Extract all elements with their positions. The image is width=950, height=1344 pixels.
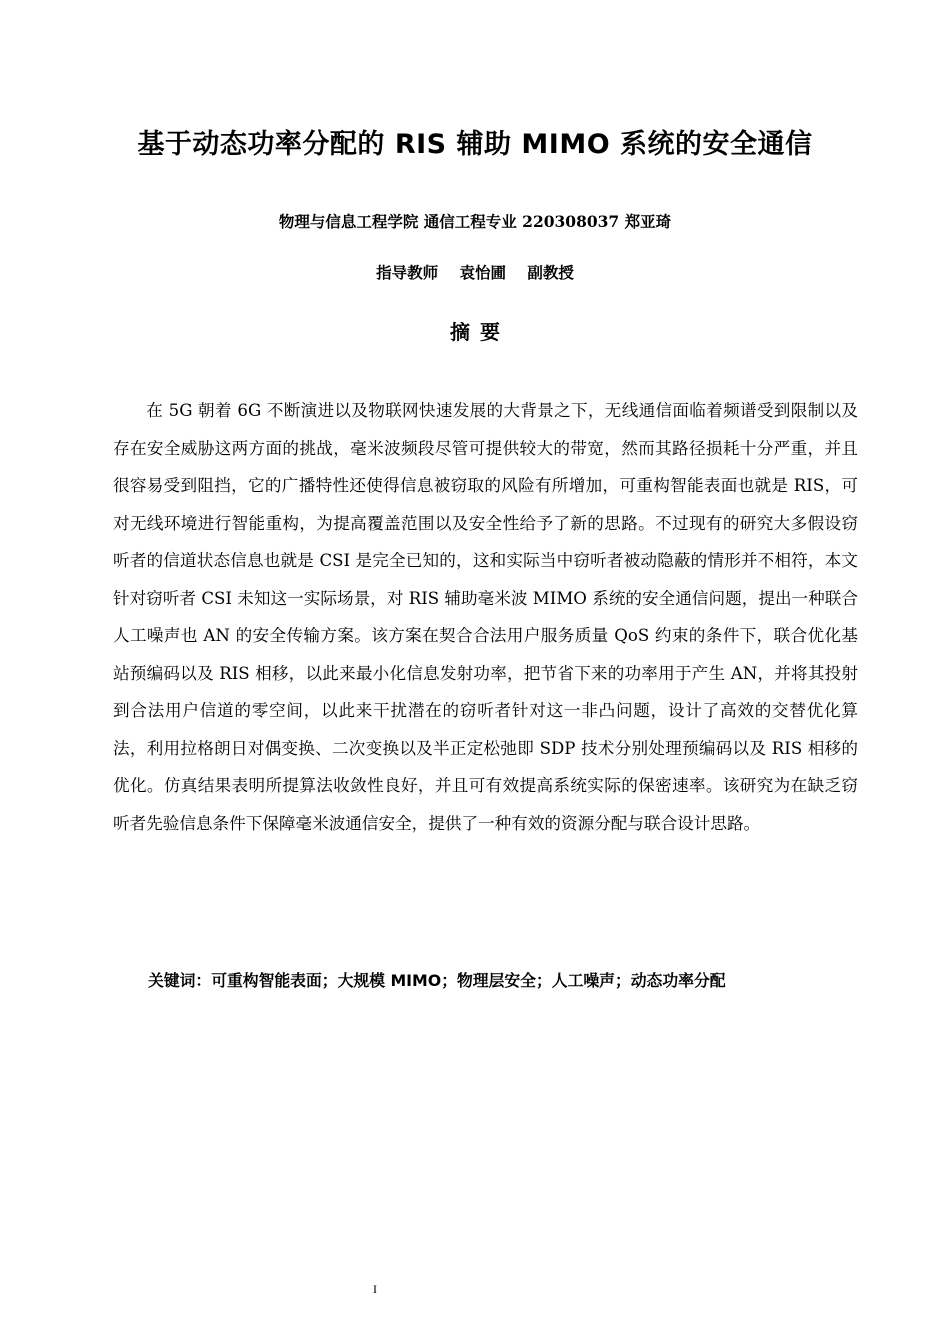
page-number: I	[373, 1282, 377, 1296]
advisor-rank: 副教授	[527, 263, 574, 282]
abstract-body: 在 5G 朝着 6G 不断演进以及物联网快速发展的大背景之下，无线通信面临着频谱受到限制以及存在安全威胁这两方面的挑战，毫米波频段尽管可提供较大的带宽，然而其路径损耗十分严重，并且很容易受到阻挡，它的广播特性还使得信息被窃取的风险有所增加，可重构智能表面也就是 RIS，可对无线环境进行智能重构，为提高覆盖范围以及安全性给予了新的思路。不过现有的研究大多假设窃听者的信道状态信息也就是 CSI 是完全已知的，这和实际当中窃听者被动隐蔽的情形并不相符，本文针对窃听者 CSI 未知这一实际场景，对 RIS 辅助毫米波 MIMO 系统的安全通信问题，提出一种联合人工噪声也 AN 的安全传输方案。该方案在契合合法用户服务质量 QoS 约束的条件下，联合优化基站预编码以及 RIS 相移，以此来最小化信息发射功率，把节省下来的功率用于产生 AN，并将其投射到合法用户信道的零空间，以此来干扰潜在的窃听者针对这一非凸问题，设计了高效的交替优化算法，利用拉格朗日对偶变换、二次变换以及半正定松弛即 SDP 技术分别处理预编码以及 RIS 相移的优化。仿真结果表明所提算法收敛性良好，并且可有效提高系统实际的保密速率。该研究为在缺乏窃听者先验信息条件下保障毫米波通信安全，提供了一种有效的资源分配与联合设计思路。	[113, 401, 858, 833]
advisor-line	[0, 261, 950, 283]
author-line: 物理与信息工程学院 通信工程专业 220308037 郑亚琦	[278, 212, 672, 231]
advisor-name: 袁怡圃	[459, 263, 506, 282]
page-title: 基于动态功率分配的 RIS 辅助 MIMO 系统的安全通信	[137, 129, 813, 160]
advisor-label: 指导教师	[376, 263, 439, 282]
abstract-heading: 摘要	[450, 320, 510, 344]
keywords-line: 关键词：可重构智能表面；大规模 MIMO；物理层安全；人工噪声；动态功率分配	[148, 971, 726, 990]
